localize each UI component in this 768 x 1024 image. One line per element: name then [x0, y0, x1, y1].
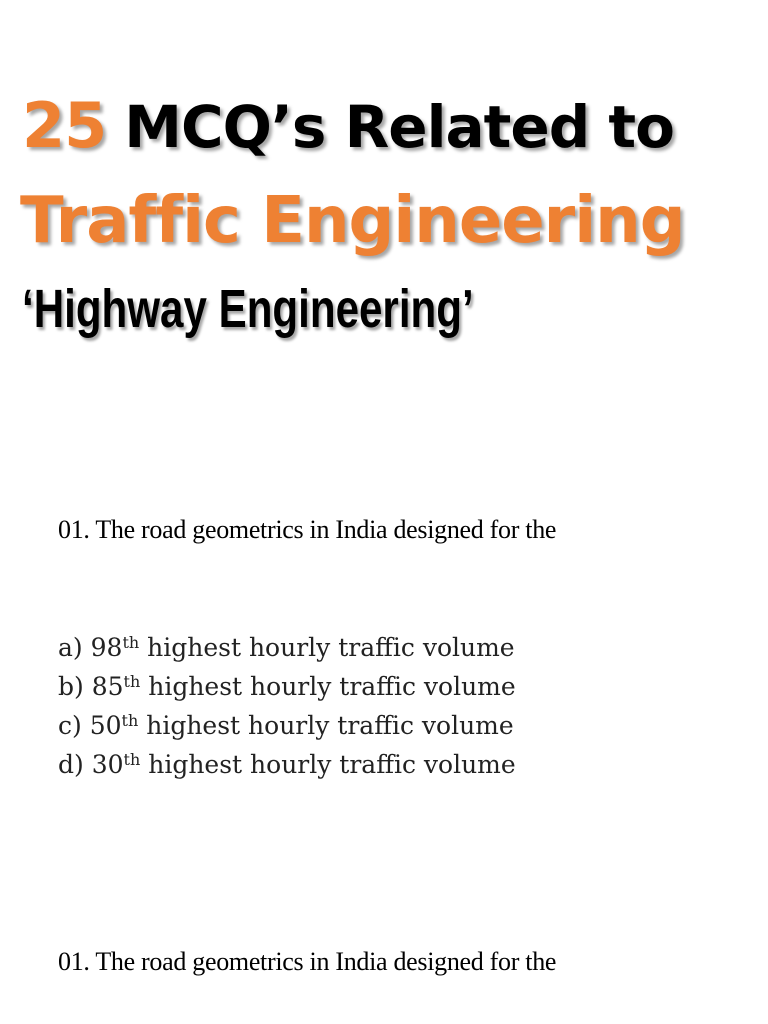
option-ordinal-suffix: th: [123, 672, 141, 691]
option-ordinal: 50: [89, 711, 122, 740]
question-1-options: [58, 628, 516, 784]
question-2-text: 01. The road geometrics in India designed for the: [58, 947, 557, 976]
option-text: highest hourly traffic volume: [146, 711, 514, 740]
option-d: [58, 745, 516, 784]
mcq-count: 25: [22, 89, 107, 162]
subject-title: Traffic Engineering: [20, 184, 685, 258]
option-label: c): [58, 711, 82, 740]
option-label: d): [58, 750, 84, 779]
option-text: highest hourly traffic volume: [148, 750, 516, 779]
option-ordinal: 85: [91, 672, 124, 701]
option-c: [58, 706, 516, 745]
category-title: ‘Highway Engineering’: [22, 279, 474, 339]
title-text: MCQ’s Related to: [124, 93, 674, 161]
option-text: highest hourly traffic volume: [147, 633, 515, 662]
option-label: b): [58, 672, 84, 701]
title-line-1: [22, 86, 674, 167]
option-ordinal-suffix: th: [123, 750, 141, 769]
option-ordinal: 30: [91, 750, 124, 779]
option-a: [58, 628, 516, 667]
option-ordinal-suffix: th: [122, 633, 140, 652]
option-b: [58, 667, 516, 706]
option-text: highest hourly traffic volume: [148, 672, 516, 701]
option-ordinal: 98: [90, 633, 123, 662]
option-label: a): [58, 633, 83, 662]
question-1-text: 01. The road geometrics in India designed for the: [58, 515, 557, 544]
option-ordinal-suffix: th: [121, 711, 139, 730]
